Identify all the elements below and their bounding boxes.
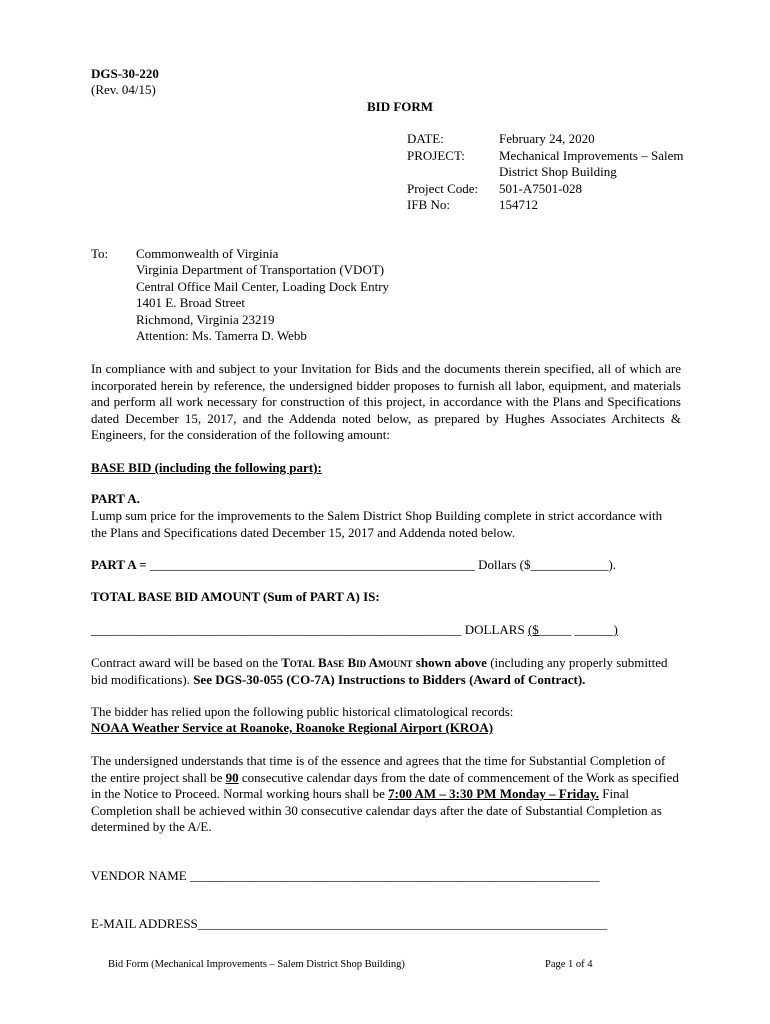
contract-award-text-mid: (including any properly submitted bid modifications). [91,655,668,687]
date-label: DATE: [407,131,444,146]
addressee-line: Richmond, Virginia 23219 [136,312,275,327]
addressee-line: Central Office Mail Center, Loading Dock Entry [136,279,390,294]
addressee-line: Commonwealth of Virginia [136,246,279,261]
email-address-line [91,916,607,933]
form-title: BID FORM [367,99,434,114]
footer-document-title: Bid Form (Mechanical Improvements – Salem District Shop Building) [108,959,405,970]
addressee-line: Attention: Ms. Tamerra D. Webb [136,328,307,343]
part-a-close: ). [608,557,617,572]
total-heading: TOTAL BASE BID AMOUNT (Sum of PART A) IS: [91,589,380,604]
part-a-label: PART A = [91,557,150,572]
total-words-blank[interactable]: _________________________________________________________ [91,622,462,637]
part-a-dollars-label: Dollars ($ [474,557,531,572]
climate-text: The bidder has relied upon the following public historical climatological records: [91,704,514,719]
project-value-line2: District Shop Building [499,164,617,179]
total-amount-prefix: ($ [527,622,539,637]
total-amount-close: ) [613,622,618,637]
project-label: PROJECT: [407,148,465,163]
project-code-value: 501-A7501-028 [499,181,583,196]
vendor-name-label: VENDOR NAME [91,868,190,883]
contract-award-paragraph [91,655,681,688]
part-a-description: Lump sum price for the improvements to the Salem District Shop Building complete in strict accordance with the Plans and Specifications dated December 15, 2017 and Addenda noted below. [91,508,663,540]
vendor-name-line [91,868,599,885]
working-hours: 7:00 AM – 3:30 PM Monday – Friday. [388,786,600,802]
part-a-amount-line [91,557,616,574]
date-value: February 24, 2020 [499,131,595,146]
time-text-1: The undersigned understands that time is of the essence and agrees that the time for Substantial Completion of the entire project shall be [91,753,666,785]
part-a-amount-blank[interactable]: ____________ [530,557,609,572]
time-text-2: consecutive calendar days from the date of commencement of the Work as specified in the Notice to Proceed. Normal working hours shall be [91,769,679,802]
total-amount-line [91,622,618,639]
page-number: Page 1 of 4 [545,959,593,970]
base-bid-heading: BASE BID (including the following part): [91,460,322,475]
to-label: To: [91,246,109,261]
contract-award-text: Contract award will be based on the [91,655,282,670]
project-value-line1: Mechanical Improvements – Salem [499,148,684,163]
compliance-paragraph: In compliance with and subject to your Invitation for Bids and the documents therein specified, all of which are incorporated herein by reference, the undersigned bidder proposes to furnish all labor, equipment, and materials and perform all work necessary for construction of this project, in accordance with the Plans and Specifications dated December 15, 2017, and the Addenda noted below, as prepared by Hughes Associates Architects & Engineers, for the consideration of the following amount: [91,361,681,443]
project-code-label: Project Code: [407,181,479,196]
part-a-words-blank[interactable]: __________________________________________________ [149,557,475,572]
instructions-reference: See DGS-30-055 (CO-7A) Instructions to Bidders (Award of Contract). [193,671,586,687]
email-address-field[interactable]: _______________________________________________________________ [197,916,608,931]
ifb-label: IFB No: [407,197,450,212]
total-amount-blank[interactable]: _____ ______ [538,622,614,637]
addressee-line: 1401 E. Broad Street [136,295,246,310]
total-base-bid-amount-emph: Total Base Bid Amount [281,655,413,670]
time-of-essence-paragraph [91,753,681,836]
part-a-heading: PART A. [91,491,140,506]
ifb-value: 154712 [499,197,538,212]
revision-date: (Rev. 04/15) [91,82,156,97]
shown-above-emph: shown above [412,655,487,670]
total-dollars-label: DOLLARS [461,622,528,637]
email-address-label: E-MAIL ADDRESS [91,916,198,931]
time-text-3: Final Completion shall be achieved within 30 consecutive calendar days after the date of Substantial Completion as determined by the A/E. [91,786,662,835]
climate-source: NOAA Weather Service at Roanoke, Roanoke Regional Airport (KROA) [91,720,494,735]
substantial-completion-days: 90 [225,769,239,785]
vendor-name-field[interactable]: _______________________________________________________________ [189,868,600,883]
addressee-line: Virginia Department of Transportation (VDOT) [136,262,385,277]
form-number: DGS-30-220 [91,66,159,81]
